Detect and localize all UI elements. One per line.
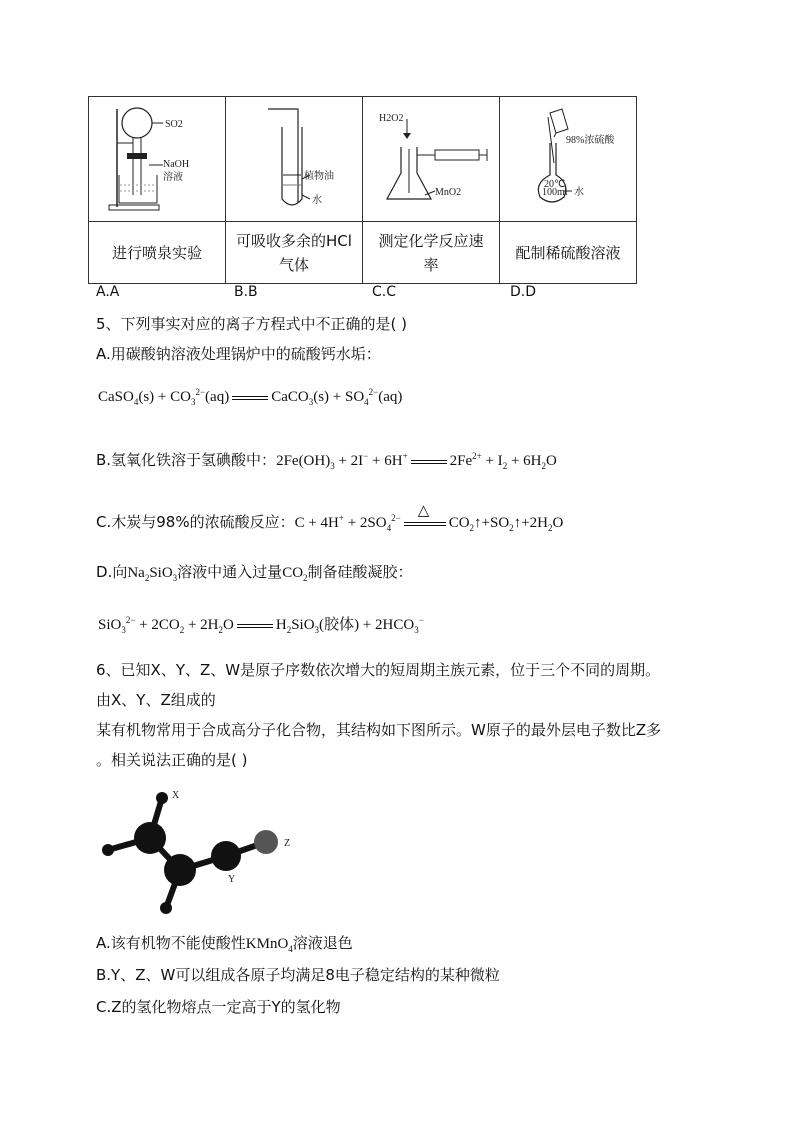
mno2-label: MnO2 <box>435 187 462 198</box>
q5-option-c-text: C.木炭与98%的浓硫酸反应： <box>96 513 295 531</box>
q6-option-a[interactable] <box>96 932 353 955</box>
z-label: Z <box>284 838 291 849</box>
water-label-d: 水 <box>574 187 584 198</box>
solution-label: 溶液 <box>163 172 183 183</box>
q6-stem-line1: 6、已知X、Y、Z、W是原子序数依次增大的短周期主族元素，位于三个不同的周期。 <box>96 661 661 679</box>
caption-d <box>500 222 637 284</box>
acid-label: 98%浓硫酸 <box>566 135 615 146</box>
apparatus-d-cell <box>500 97 637 222</box>
apparatus-table <box>88 96 637 284</box>
caption-b-line2: 气体 <box>278 255 309 274</box>
q6-stem-line4: 。相关说法正确的是( ) <box>96 751 248 769</box>
x-label: X <box>172 790 180 801</box>
atom-x <box>156 792 168 804</box>
q5-equation-c: $C + 4H^+ + 2SO_4^{2-}$ △ $CO_2↑+SO_2↑+2H_2O$ <box>294 502 564 533</box>
water-label: 水 <box>312 195 322 206</box>
q5-option-d[interactable] <box>96 561 413 584</box>
q4-option-a[interactable]: A.A <box>96 284 120 300</box>
q5-stem: 5、下列事实对应的离子方程式中不正确的是( ) <box>96 315 408 333</box>
q5-option-c[interactable] <box>96 502 564 534</box>
atom-y <box>211 841 241 871</box>
so2-label: SO2 <box>165 119 183 130</box>
q4-option-c[interactable]: C.C <box>372 284 397 300</box>
q5-option-d-post: 制备硅酸凝胶： <box>307 563 413 581</box>
q6-option-b[interactable]: B.Y、Z、W可以组成各原子均满足8电子稳定结构的某种微粒 <box>96 966 500 984</box>
q4-option-b[interactable]: B.B <box>234 284 258 300</box>
q6-option-c[interactable]: C.Z的氢化物熔点一定高于Y的氢化物 <box>96 998 341 1016</box>
q4-option-d[interactable]: D.D <box>510 284 537 300</box>
atom-h1 <box>102 844 114 856</box>
q5-option-d-mid: 溶液中通入过量 <box>177 563 283 581</box>
apparatus-c-cell <box>363 97 500 222</box>
caption-b <box>226 222 363 284</box>
molecule-model-figure <box>96 786 306 916</box>
atom-c1 <box>134 822 166 854</box>
caption-c <box>363 222 500 284</box>
dilution-apparatus-figure <box>506 103 630 215</box>
rate-apparatus-figure <box>369 103 493 215</box>
atom-c2 <box>164 854 196 886</box>
q5-equation-a: CaSO$_4$(s) + $CO_3^{2-}(aq)$ CaCO$_3$(s) + $SO_4^{2-}(aq)$ <box>98 387 403 407</box>
q6-option-a-post: 溶液退色 <box>292 934 353 952</box>
q6-stem-line3: 某有机物常用于合成高分子化合物，其结构如下图所示。W原子的最外层电子数比Z多 <box>96 721 662 739</box>
hcl-absorber-figure <box>234 103 354 215</box>
q6-stem-line2: 由X、Y、Z组成的 <box>96 691 216 709</box>
q5-option-b[interactable] <box>96 449 557 472</box>
caption-c-line2: 率 <box>423 255 439 274</box>
naoh-label: NaOH <box>163 159 190 170</box>
temp-label: 20℃ <box>544 179 566 190</box>
oil-label: 植物油 <box>304 171 334 182</box>
apparatus-b-cell <box>226 97 363 222</box>
atom-z <box>254 830 278 854</box>
apparatus-a-cell <box>89 97 226 222</box>
q5-option-d-pre: D.向 <box>96 563 128 581</box>
volume-label: 100ml <box>542 187 568 198</box>
heat-sign: △ <box>404 522 446 526</box>
atom-h2 <box>160 902 172 914</box>
kmno4-formula: KMnO$_4$ <box>245 936 293 954</box>
caption-c-line1: 测定化学反应速 <box>378 231 484 250</box>
q5-equation-d: $SiO_3^{2-} + 2CO_2 + 2H_2O$ $H_2SiO_3$(胶体) + $2HCO_3^-$ <box>98 615 424 635</box>
h2o2-label: H2O2 <box>379 113 404 124</box>
q5-option-a-text[interactable]: A.用碳酸钠溶液处理锅炉中的硫酸钙水垢： <box>96 345 381 363</box>
y-label: Y <box>228 874 236 885</box>
co2-formula: $CO_2$ <box>282 565 308 583</box>
colloid-label: 胶体 <box>324 617 355 633</box>
na2sio3-formula: $Na_2SiO_3$ <box>127 565 178 583</box>
q5-option-b-text: B.氢氧化铁溶于氢碘酸中： <box>96 451 277 469</box>
caption-b-line1: 可吸收多余的HCl <box>236 231 352 250</box>
q5-equation-b: $2Fe(OH)_3 + 2I^- + 6H^+$ $2Fe^{2+} + I_2 + 6H_2O$ <box>276 451 557 471</box>
caption-d-text: 配制稀硫酸溶液 <box>515 243 621 262</box>
caption-a <box>89 222 226 284</box>
fountain-apparatus-figure <box>97 103 217 215</box>
caption-a-text: 进行喷泉实验 <box>111 243 202 262</box>
q6-option-a-pre: A.该有机物不能使酸性 <box>96 934 246 952</box>
